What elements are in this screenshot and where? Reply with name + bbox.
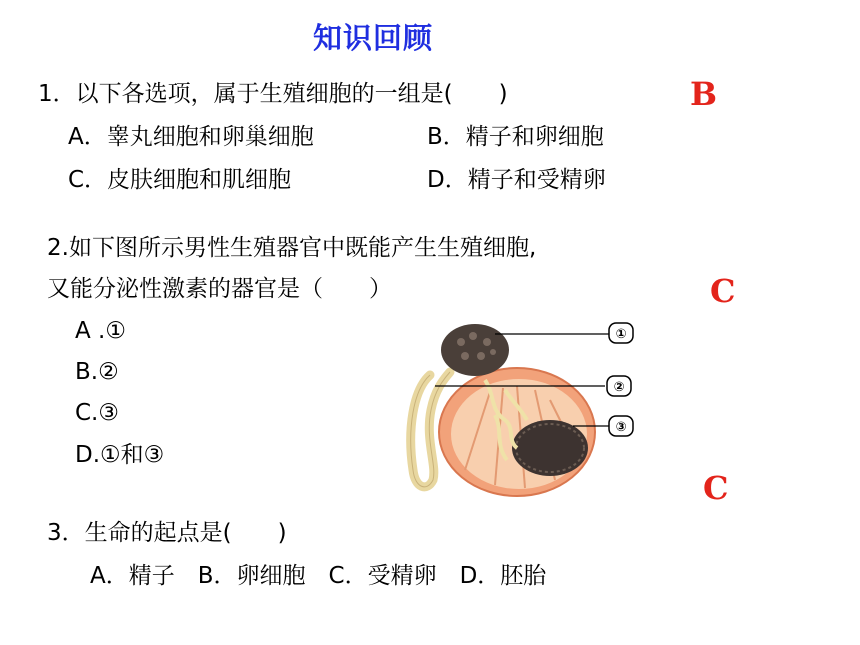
q3-stem: 3．生命的起点是( ) <box>47 520 287 546</box>
q2-option-b: B.② <box>75 359 119 385</box>
testis-diagram <box>395 320 650 498</box>
q3-answer: C <box>703 469 729 507</box>
svg-text:②: ② <box>613 380 625 395</box>
seminiferous-tubules <box>512 420 588 476</box>
section-title: 知识回顾 <box>313 21 434 55</box>
q3-options: A．精子 B．卵细胞 C．受精卵 D．胚胎 <box>90 563 547 589</box>
q1-option-a: A．睾丸细胞和卵巢细胞 <box>68 124 314 150</box>
q1-answer: B <box>690 75 718 113</box>
q1-option-b: B．精子和卵细胞 <box>427 124 604 150</box>
svg-text:③: ③ <box>615 420 627 435</box>
label-2 <box>607 376 631 396</box>
q1-option-d: D．精子和受精卵 <box>427 167 606 193</box>
q2-option-d: D.①和③ <box>75 442 165 468</box>
q2-stem-line2: 又能分泌性激素的器官是（ ） <box>47 276 392 302</box>
q2-answer: C <box>710 272 736 310</box>
q1-option-c: C．皮肤细胞和肌细胞 <box>68 167 292 193</box>
svg-text:①: ① <box>615 327 627 342</box>
label-1 <box>609 323 633 343</box>
label-3 <box>609 416 633 436</box>
q2-option-c: C.③ <box>75 400 119 426</box>
q1-stem: 1．以下各选项，属于生殖细胞的一组是( ) <box>38 81 508 107</box>
q2-option-a: A .① <box>75 318 126 344</box>
epididymis <box>441 324 509 376</box>
q2-stem-line1: 2.如下图所示男性生殖器官中既能产生生殖细胞, <box>47 235 537 261</box>
